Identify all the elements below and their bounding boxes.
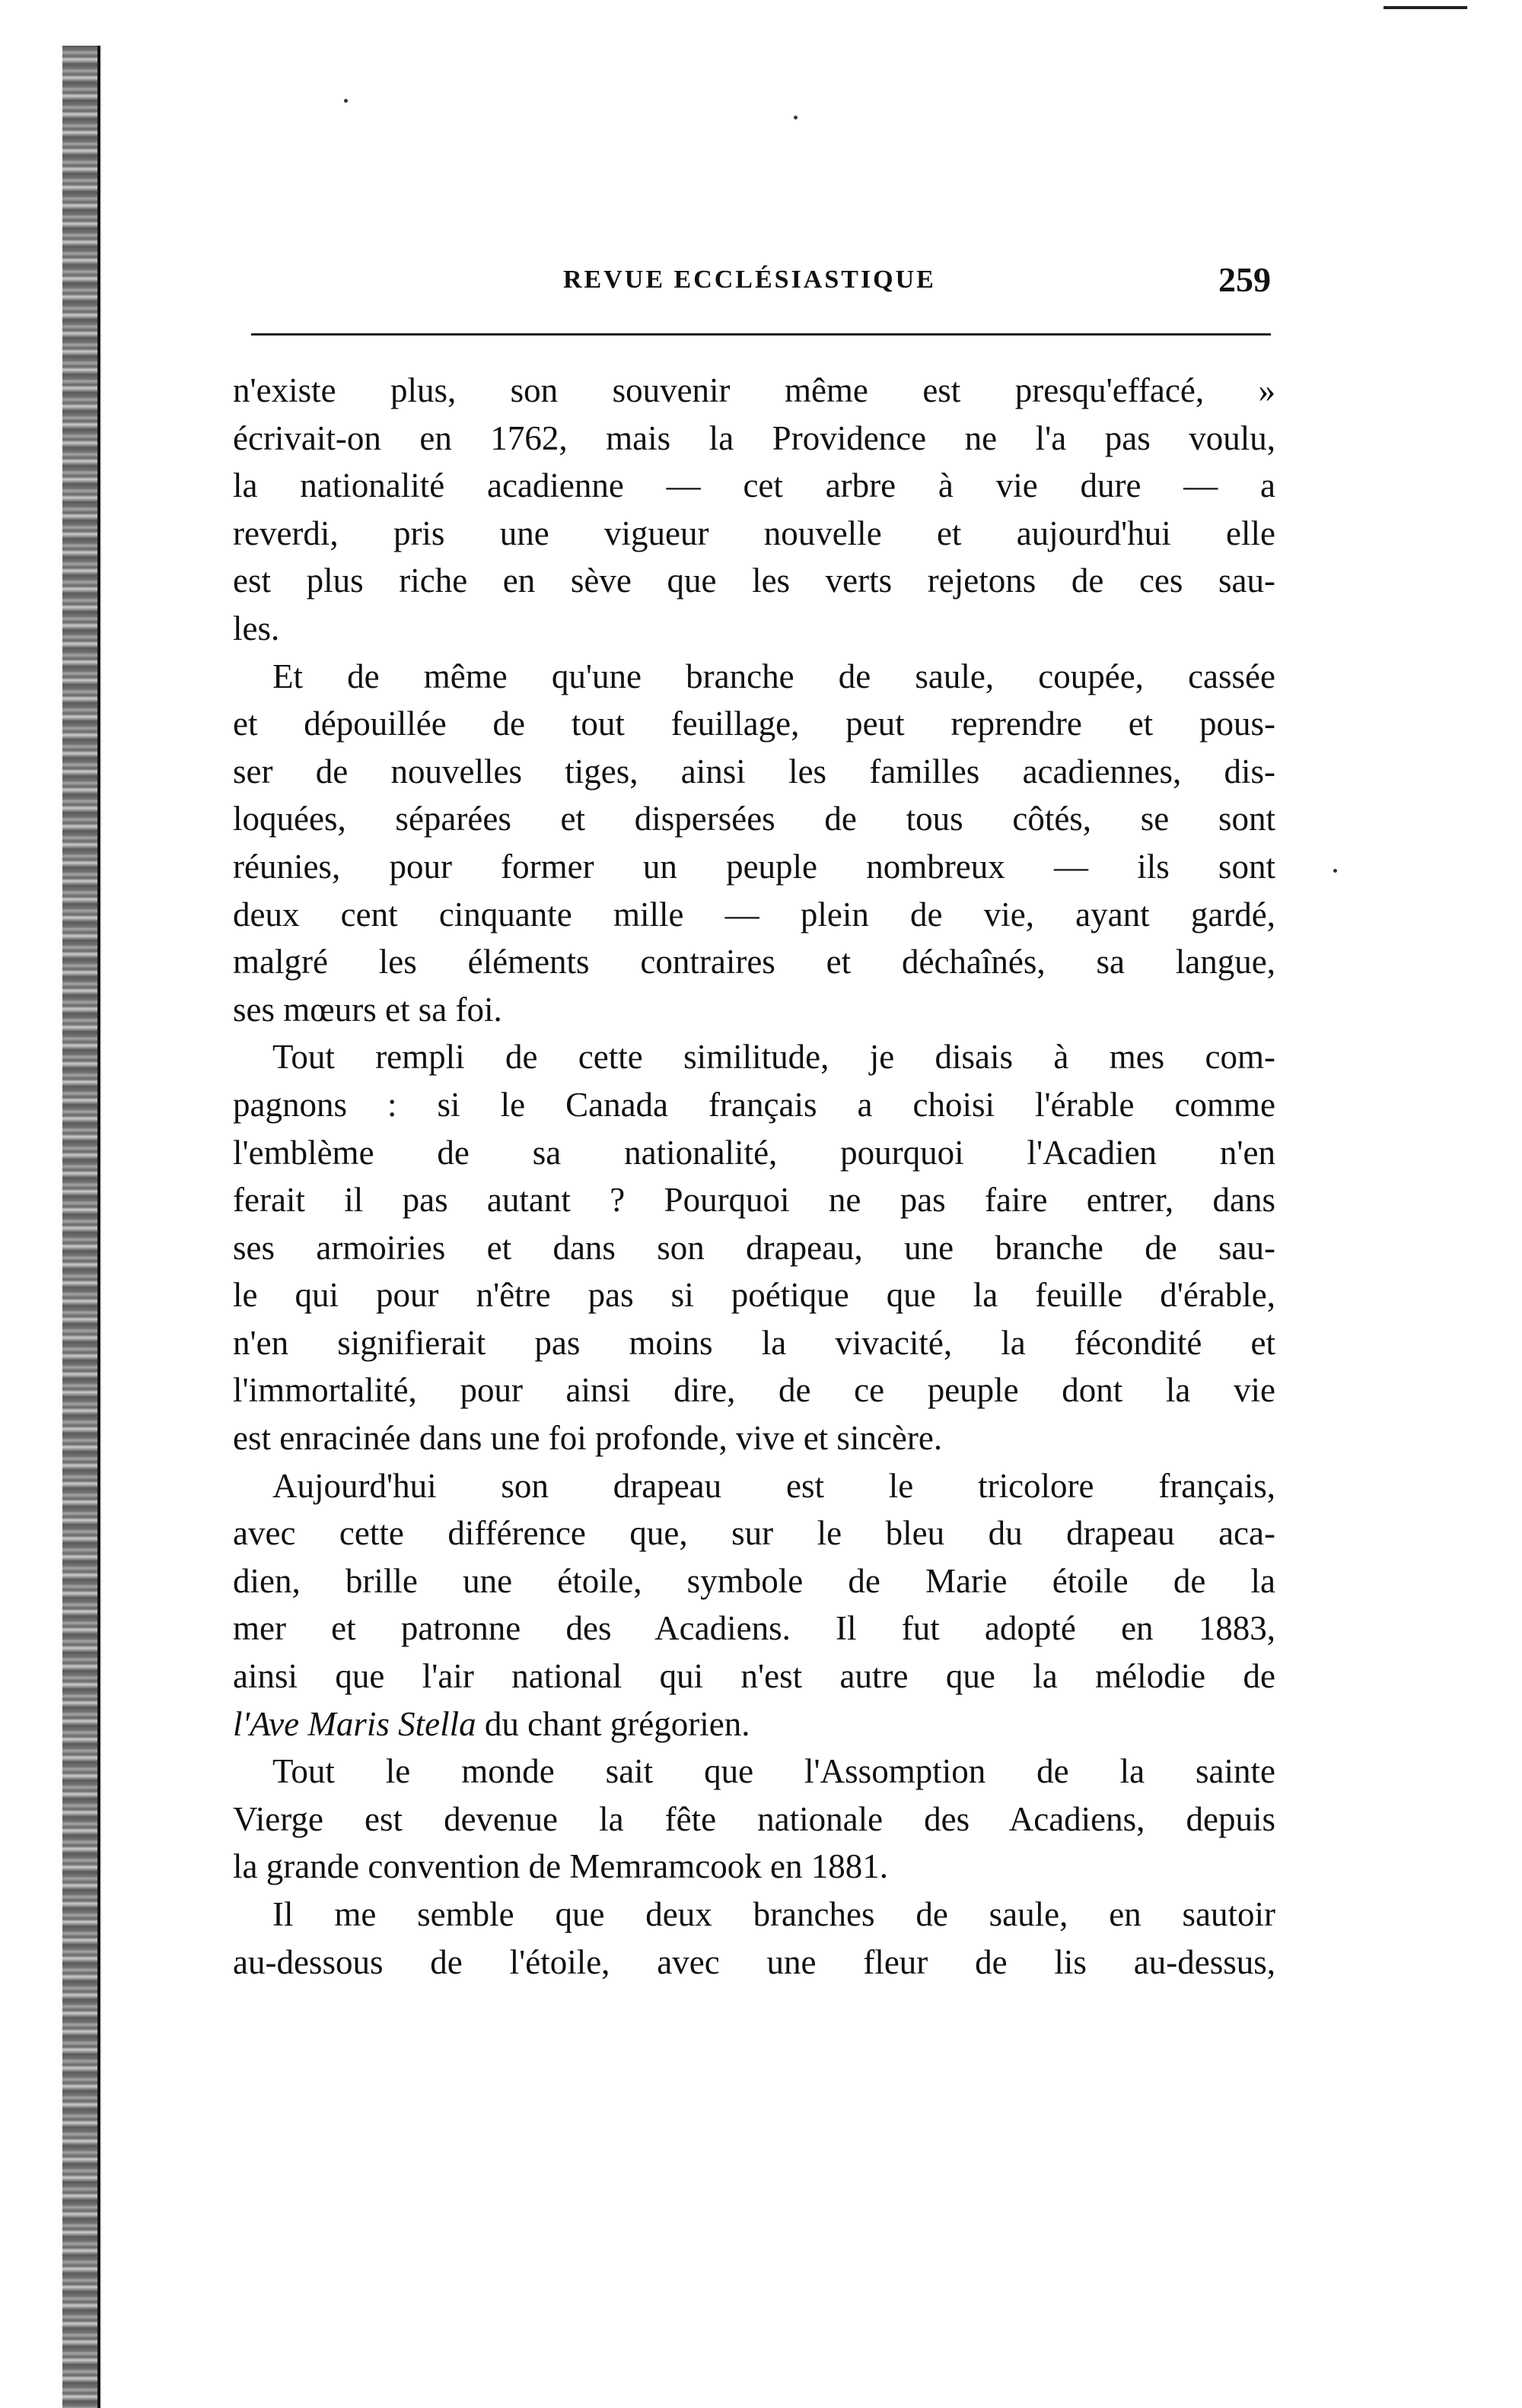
text-line: Aujourd'hui son drapeau est le tricolore français, [272,1466,1275,1505]
text-line: mer et patronne des Acadiens. Il fut adopté en 1883, [233,1609,1275,1648]
text-line: réunies, pour former un peuple nombreux — ils sont [233,847,1275,886]
body-text [233,367,1275,1986]
text-line: les. [233,609,280,647]
text-line-with-italic [233,1700,1275,1748]
text-line: ainsi que l'air national qui n'est autre que la mélodie de [233,1657,1275,1696]
text-line: Tout le monde sait que l'Assomption de la sainte [272,1752,1275,1791]
italic-hymn-title: l'Ave Maris Stella [233,1704,476,1743]
text-line: malgré les éléments contraires et déchaînés, sa langue, [233,943,1275,981]
text-line: la nationalité acadienne — cet arbre à vie dure — a [233,466,1275,505]
text-line: au-dessous de l'étoile, avec une fleur de lis au-dessus, [233,1942,1275,1981]
text-line: le qui pour n'être pas si poétique que la feuille d'érable, [233,1276,1275,1315]
page-number: 259 [1218,260,1271,299]
page-header [251,262,1271,301]
text-line: ses mœurs et sa foi. [233,990,502,1029]
text-line: Vierge est devenue la fête nationale des Acadiens, depuis [233,1799,1275,1838]
text-line: dien, brille une étoile, symbole de Marie étoile de la [233,1561,1275,1600]
binding-shadow-line [97,46,100,2408]
page-binding-edge [62,46,99,2408]
ink-speck [1333,869,1337,873]
text-line: est enracinée dans une foi profonde, vive et sincère. [233,1419,943,1458]
text-line: l'emblème de sa nationalité, pourquoi l'Acadien n'en [233,1133,1275,1172]
text-line: est plus riche en sève que les verts rejetons de ces sau- [233,561,1275,600]
text-line: loquées, séparées et dispersées de tous côtés, se sont [233,800,1275,838]
text-line: reverdi, pris une vigueur nouvelle et aujourd'hui elle [233,514,1275,552]
ink-speck [794,116,798,119]
text-line: Il me semble que deux branches de saule, en sautoir [272,1895,1275,1933]
text-line-tail: du chant grégorien. [484,1704,750,1743]
header-rule [251,333,1271,336]
text-line: ses armoiries et dans son drapeau, une branche de sau- [233,1228,1275,1267]
corner-mark [1383,6,1467,9]
text-line: pagnons : si le Canada français a choisi l'érable comme [233,1085,1275,1124]
text-line: Et de même qu'une branche de saule, coupée, cassée [272,657,1275,695]
ink-speck [344,99,348,103]
text-line: deux cent cinquante mille — plein de vie, ayant gardé, [233,895,1275,934]
text-line: ser de nouvelles tiges, ainsi les familles acadiennes, dis- [233,752,1275,790]
text-line: écrivait-on en 1762, mais la Providence ne l'a pas voulu, [233,418,1275,457]
text-line: la grande convention de Memramcook en 1881. [233,1847,888,1886]
text-line: ferait il pas autant ? Pourquoi ne pas faire entrer, dans [233,1181,1275,1220]
text-line: avec cette différence que, sur le bleu du drapeau aca- [233,1514,1275,1553]
running-title: REVUE ECCLÉSIASTIQUE [563,266,936,294]
text-line: et dépouillée de tout feuillage, peut reprendre et pous- [233,705,1275,743]
text-line: l'immortalité, pour ainsi dire, de ce peuple dont la vie [233,1371,1275,1410]
text-line: n'en signifierait pas moins la vivacité, la fécondité et [233,1323,1275,1362]
text-line: n'existe plus, son souvenir même est presqu'effacé, » [233,371,1275,409]
text-line: Tout rempli de cette similitude, je disais à mes com- [272,1038,1275,1077]
